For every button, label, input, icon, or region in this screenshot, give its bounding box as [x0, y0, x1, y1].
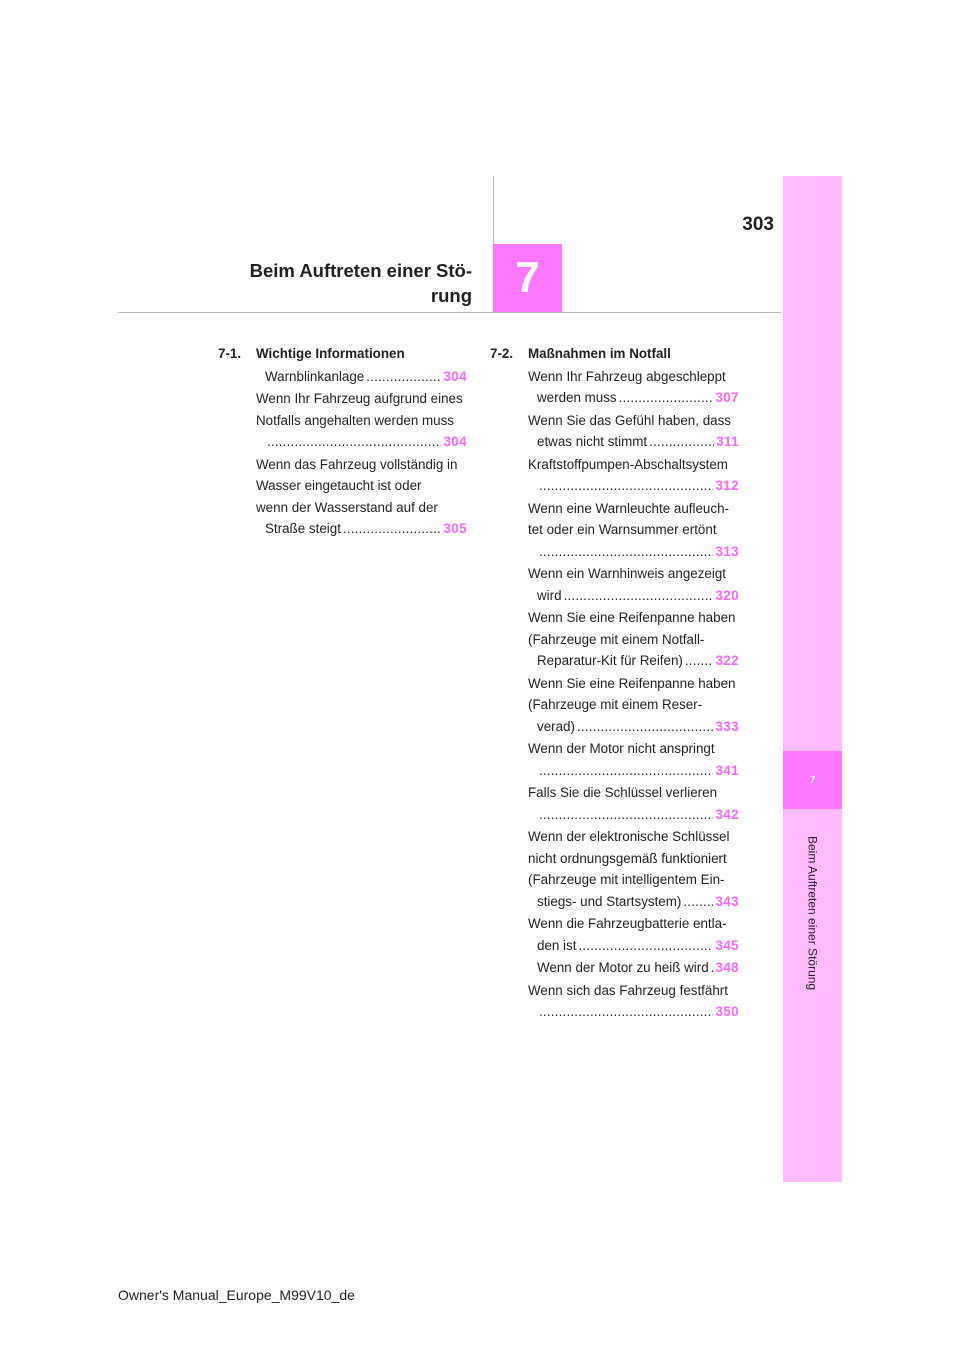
dot-leader [539, 475, 713, 497]
toc-page-link[interactable]: 350 [715, 1004, 739, 1020]
toc-entry[interactable] [256, 366, 467, 388]
dot-leader [683, 891, 713, 913]
section-heading [218, 343, 467, 365]
dot-leader [577, 716, 713, 738]
dot-leader [343, 518, 442, 540]
toc-entry-text: Kraftstoffpumpen-Abschaltsystem [528, 456, 728, 472]
section-number: 7-2. [490, 346, 514, 361]
toc-entry-text: stiegs- und Startsystem) [537, 894, 682, 910]
side-tab-label: Beim Auftreten einer Störung [805, 835, 820, 991]
toc-entry-leader-line [537, 387, 739, 409]
dot-leader [539, 541, 713, 563]
toc-entry-text: etwas nicht stimmt [537, 434, 648, 450]
toc-entry-leader-line [537, 804, 739, 826]
dot-leader [267, 431, 441, 453]
toc-entry-leader-line [265, 518, 467, 540]
toc-page-link[interactable]: 333 [715, 718, 739, 734]
toc-entry-text: Wenn Sie das Gefühl haben, dass [528, 412, 731, 428]
toc-page-link[interactable]: 304 [443, 368, 467, 384]
side-thumb-tab [783, 176, 842, 1182]
side-tab-label-wrap [783, 818, 842, 1008]
toc-entry-leader-line [537, 957, 739, 979]
side-tab-chapter-number: 7 [783, 751, 842, 809]
dot-leader [539, 1001, 713, 1023]
toc-entry-text: (Fahrzeuge mit einem Notfall- [528, 631, 705, 647]
dot-leader [711, 957, 714, 979]
toc-entry-leader-line [265, 431, 467, 453]
toc-entry[interactable] [528, 498, 739, 563]
toc-page-link[interactable]: 304 [443, 434, 467, 450]
toc-entry[interactable] [528, 673, 739, 738]
toc-entry-text: nicht ordnungsgemäß funktioniert [528, 850, 727, 866]
toc-entry-leader-line [265, 366, 467, 388]
toc-entry-text: Wenn sich das Fahrzeug festfährt [528, 982, 728, 998]
toc-entry-text: tet oder ein Warnsummer ertönt [528, 522, 717, 538]
chapter-title-line-2: rung [430, 285, 472, 306]
toc-entry-text: verad) [537, 718, 575, 734]
header-horizontal-rule [118, 312, 781, 313]
dot-leader [366, 366, 441, 388]
toc-entry-text: Wenn Ihr Fahrzeug aufgrund eines [256, 390, 463, 406]
toc-entry[interactable] [528, 410, 739, 453]
toc-entry[interactable] [528, 454, 739, 497]
section-entries [528, 366, 739, 1023]
toc-page-link[interactable]: 313 [715, 543, 739, 559]
dot-leader [564, 585, 714, 607]
toc-entry[interactable] [528, 980, 739, 1023]
toc-entry-text: Wenn der Motor nicht anspringt [528, 741, 715, 757]
toc-entry-leader-line [537, 716, 739, 738]
toc-entry-text: (Fahrzeuge mit einem Reser- [528, 697, 703, 713]
footer-manual-id: Owner's Manual_Europe_M99V10_de [118, 1287, 355, 1303]
section-heading [490, 343, 739, 365]
toc-page-link[interactable]: 307 [715, 390, 739, 406]
toc-page-link[interactable]: 343 [715, 894, 739, 910]
toc-page-link[interactable]: 312 [715, 478, 739, 494]
toc-page-link[interactable]: 311 [716, 434, 739, 450]
toc-entry-leader-line [537, 1001, 739, 1023]
toc-entry-text: Wasser eingetaucht ist oder [256, 478, 422, 494]
toc-entry-leader-line [537, 475, 739, 497]
toc-entry[interactable] [528, 366, 739, 409]
chapter-title [200, 258, 472, 308]
toc-entry-text: Wenn eine Warnleuchte aufleuch- [528, 500, 729, 516]
toc-entry-leader-line [537, 891, 739, 913]
toc-page-link[interactable]: 320 [715, 587, 739, 603]
dot-leader [539, 760, 713, 782]
toc-entry-text: Wenn das Fahrzeug vollständig in [256, 456, 458, 472]
toc-entry-text: werden muss [537, 390, 617, 406]
dot-leader [685, 650, 714, 672]
toc-entry-leader-line [537, 760, 739, 782]
toc-section-7-1 [218, 343, 467, 541]
toc-entry-text: Straße steigt [265, 521, 341, 537]
toc-entry-text: Wenn Sie eine Reifenpanne haben [528, 610, 736, 626]
toc-entry[interactable] [528, 563, 739, 606]
toc-entry[interactable] [528, 913, 739, 956]
toc-entry-text: Warnblinkanlage [265, 368, 365, 384]
toc-entry-text: den ist [537, 938, 577, 953]
toc-entry[interactable] [528, 782, 739, 825]
toc-entry-leader-line [537, 585, 739, 607]
toc-page-link[interactable]: 348 [715, 960, 739, 976]
toc-entry-leader-line [537, 431, 739, 453]
page-number: 303 [742, 214, 774, 235]
toc-entry-text: Wenn Sie eine Reifenpanne haben [528, 675, 736, 691]
toc-entry-text: Wenn die Fahrzeugbatterie entla- [528, 916, 727, 932]
section-number: 7-1. [218, 346, 242, 361]
toc-entry-text: wenn der Wasserstand auf der [256, 499, 438, 515]
toc-entry[interactable] [256, 454, 467, 540]
dot-leader [619, 387, 714, 409]
toc-entry[interactable] [528, 957, 739, 979]
toc-entry-text: Notfalls angehalten werden muss [256, 412, 454, 428]
toc-entry-leader-line [537, 935, 739, 957]
chapter-title-line-1: Beim Auftreten einer Stö- [249, 260, 472, 281]
section-title: Maßnahmen im Notfall [528, 346, 671, 361]
toc-page-link[interactable]: 305 [443, 521, 467, 537]
toc-entry-text: Reparatur-Kit für Reifen) [537, 653, 683, 669]
toc-entry-leader-line [537, 650, 739, 672]
dot-leader [649, 431, 714, 453]
dot-leader [539, 804, 713, 826]
toc-entry[interactable] [528, 826, 739, 912]
toc-entry-text: Wenn ein Warnhinweis angezeigt [528, 566, 726, 582]
section-entries [256, 366, 467, 540]
toc-page-link[interactable]: 342 [715, 806, 739, 822]
toc-page-link[interactable]: 345 [715, 938, 739, 953]
toc-entry[interactable] [256, 388, 467, 453]
toc-entry-text: Wenn Ihr Fahrzeug abgeschleppt [528, 368, 726, 384]
toc-entry-text: Wenn der Motor zu heiß wird [537, 960, 709, 976]
toc-entry-text: Falls Sie die Schlüssel verlieren [528, 785, 718, 801]
toc-page-link[interactable]: 322 [715, 653, 739, 669]
toc-entry[interactable] [528, 738, 739, 781]
toc-page-link[interactable]: 341 [715, 762, 739, 778]
toc-entry-leader-line [537, 541, 739, 563]
toc-section-7-2 [490, 343, 739, 1024]
chapter-number-box: 7 [493, 244, 562, 312]
toc-entry-text: Wenn der elektronische Schlüssel [528, 829, 730, 845]
toc-entry[interactable] [528, 607, 739, 672]
toc-entry-text: wird [537, 587, 562, 603]
toc-entry-text: (Fahrzeuge mit intelligentem Ein- [528, 872, 725, 888]
section-title: Wichtige Informationen [256, 346, 405, 361]
dot-leader [578, 935, 713, 957]
